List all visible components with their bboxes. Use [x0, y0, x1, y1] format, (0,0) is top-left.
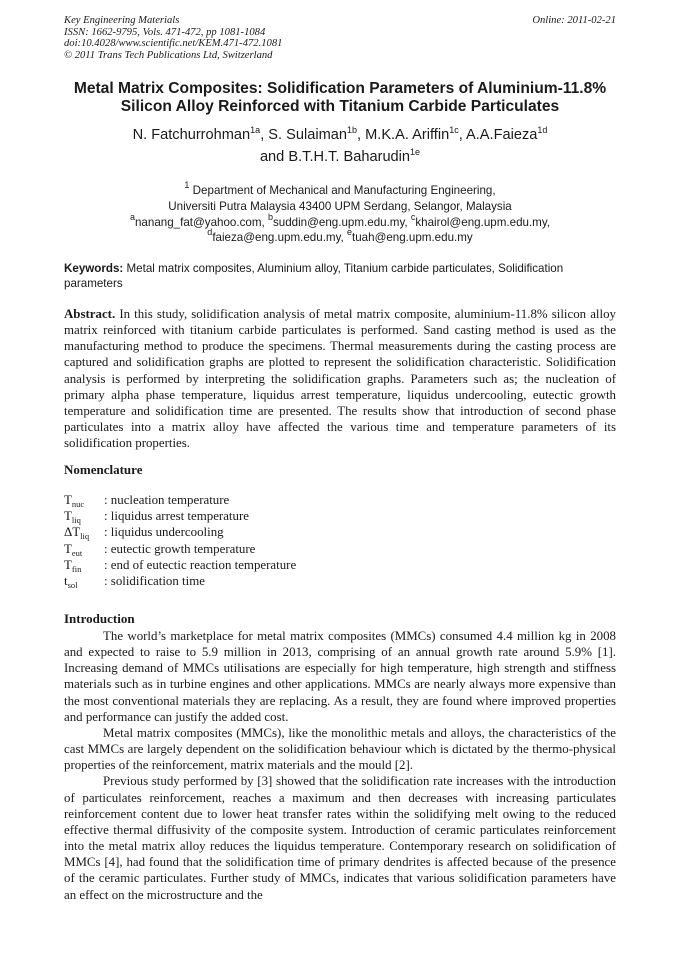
nomenclature-symbol: [64, 573, 78, 589]
introduction-body: [64, 628, 616, 903]
nomenclature-heading: Nomenclature: [64, 462, 143, 477]
nomenclature-row: [64, 492, 616, 508]
nomenclature-definition: : solidification time: [104, 573, 205, 588]
email-line-1: [40, 211, 640, 231]
author-line-2: [40, 146, 640, 168]
nomenclature-row: [64, 573, 616, 589]
email[interactable]: tuah@eng.upm.edu.my: [352, 231, 473, 245]
title-line-1: Metal Matrix Composites: Solidification Parameters of Aluminium-11.8%: [73, 80, 607, 97]
email-sup: b: [267, 211, 273, 222]
nomenclature-symbol: [64, 557, 81, 573]
introduction-heading: Introduction: [64, 611, 135, 626]
author-sup: 1e: [410, 147, 421, 157]
email-sup: c: [410, 211, 416, 222]
symbol-base: T: [64, 541, 72, 556]
email-sup: e: [346, 227, 352, 238]
nomenclature-list: [64, 492, 616, 589]
nomenclature-symbol: [64, 524, 89, 540]
email[interactable]: nanang_fat@yahoo.com,: [134, 215, 265, 229]
email[interactable]: khairol@eng.upm.edu.my,: [415, 215, 551, 229]
author-sup: 1d: [537, 125, 548, 135]
symbol-sub: nuc: [71, 499, 85, 509]
symbol-base: T: [64, 509, 72, 524]
nomenclature-symbol: [64, 541, 82, 557]
nomenclature-row: [64, 524, 616, 540]
symbol-sub: sol: [67, 579, 78, 590]
author-name: A.A.Faieza: [466, 127, 538, 143]
journal-name: Key Engineering Materials: [64, 15, 180, 26]
symbol-base: T: [64, 557, 72, 572]
copyright-line: © 2011 Trans Tech Publications Ltd, Switzerland: [64, 49, 273, 61]
affiliation-dept-text: Department of Mechanical and Manufacturing Engineering,: [192, 184, 496, 197]
nomenclature-definition: : nucleation temperature: [104, 493, 230, 507]
email-sup: a: [129, 211, 135, 222]
author-name: S. Sulaiman: [268, 127, 347, 143]
symbol-sub: eut: [71, 547, 83, 558]
author-line-1: N. Fatchurrohman$^{1a}$, S. Sulaiman$^{1b}$, M.K.A. Ariffin$^{1c}$, A.A.Faieza$^{1d}$: [132, 125, 548, 143]
abstract-text: In this study, solidification analysis of metal matrix composite, aluminium-11.8% silicon alloy matrix reinforced with titanium carbide particulates is performed. Sand casting method is used as the manufacturing method to produce the specimens. Thermal measurements during the casting process are captured and solidification graphs are plotted to represent the solidification characteristic. Solidification analysis is performed by interpreting the solidification graphs. Parameters such as; the nucleation of primary alpha phase temperature, liquidus arrest temperature, liquidus undercooling, eutectic growth temperature and solidification time are presented. The results show that introduction of second phase particulates into a matrix alloy have affected the various time and temperature parameters of its solidification properties.: [64, 307, 616, 451]
keywords-block: [64, 261, 616, 291]
nomenclature-row: [64, 508, 616, 524]
affiliation-num: 1: [184, 180, 190, 190]
author-conjunction: and: [259, 149, 285, 165]
nomenclature-definition: : end of eutectic reaction temperature: [104, 557, 297, 572]
nomenclature-row: [64, 557, 616, 573]
nomenclature-symbol: [64, 492, 84, 508]
affiliation-univ: Universiti Putra Malaysia 43400 UPM Serdang, Selangor, Malaysia: [168, 199, 512, 213]
author-sup: 1b: [346, 125, 357, 135]
email-sup: d: [207, 227, 213, 238]
abstract-block: [64, 306, 616, 451]
nomenclature-definition: : liquidus undercooling: [104, 525, 224, 540]
author-list: [40, 124, 640, 168]
author-sup: 1a: [250, 125, 261, 135]
title-line-2: Silicon Alloy Reinforced with Titanium Carbide Particulates: [120, 98, 560, 115]
keywords-text: Metal matrix composites, Aluminium alloy, Titanium carbide particulates, Solidification parameters: [64, 262, 564, 290]
author-name: N. Fatchurrohman: [132, 127, 251, 143]
affiliation-dept: [40, 180, 640, 199]
abstract-label: Abstract.: [64, 307, 116, 321]
nomenclature-row: [64, 541, 616, 557]
keywords-label: Keywords:: [64, 262, 124, 275]
symbol-base: T: [64, 493, 72, 507]
symbol-base: ΔT: [64, 525, 81, 540]
symbol-sub: liq: [71, 515, 81, 526]
online-date: Online: 2011-02-21: [532, 15, 616, 26]
intro-paragraph: Metal matrix composites (MMCs), like the monolithic metals and alloys, the characteristics of the cast MMCs are largely dependent on the solidification behaviour which is dictated by the thermo-physical properties of the reinforcement, matrix materials and the mould [2].: [64, 725, 616, 773]
author-sup: 1c: [449, 125, 459, 135]
nomenclature-definition: : liquidus arrest temperature: [104, 509, 249, 524]
doi-line: doi:10.4028/www.scientific.net/KEM.471-472.1081: [64, 38, 283, 50]
email-line-2: [40, 227, 640, 246]
intro-paragraph: Previous study performed by [3] showed that the solidification rate increases with the introduction of particulates reinforcement, reaches a maximum and then decreases with increasing particulates reinforcement content due to lower heat transfer rates within the solidifying melt owing to the reduced effective thermal diffusivity of the composite system. Introduction of ceramic particulates reinforcement into the metal matrix alloy reduces the liquidus temperature. Contemporary research on solidification of MMCs [4], had found that the solidification time of primary dendrites is affected because of the presence of the ceramic particulates. Further study of MMCs, indicates that various solidification parameters have an effect on the microstructure and the: [64, 774, 616, 902]
nomenclature-definition: : eutectic growth temperature: [104, 541, 256, 556]
author-name: B.T.H.T. Baharudin: [288, 149, 411, 165]
email[interactable]: suddin@eng.upm.edu.my,: [272, 215, 408, 229]
affiliation-block: [40, 180, 640, 246]
symbol-sub: fin: [71, 563, 82, 574]
symbol-sub: liq: [80, 531, 90, 542]
symbol-base: t: [64, 573, 68, 588]
intro-paragraph: The world’s marketplace for metal matrix composites (MMCs) consumed 4.4 million kg in 2008 and expected to raise to 5.9 million in 2013, comprising of an annual growth rate around 5.9% [1]. Increasing demand of MMCs utilisations are especially for high temperature, high strength and stiffness materials such as in turbine engines and other applications. MMCs are nearly always more expensive than the most conventional materials they are replacing. As a result, they are found where improved properties and performance can justify the added cost.: [64, 629, 616, 724]
nomenclature-symbol: [64, 508, 81, 524]
issn-line: ISSN: 1662-9795, Vols. 471-472, pp 1081-1084: [64, 26, 266, 38]
journal-header: [64, 15, 616, 61]
email[interactable]: faieza@eng.upm.edu.my,: [212, 231, 344, 245]
author-name: M.K.A. Ariffin: [365, 127, 450, 143]
paper-title: [40, 80, 640, 116]
